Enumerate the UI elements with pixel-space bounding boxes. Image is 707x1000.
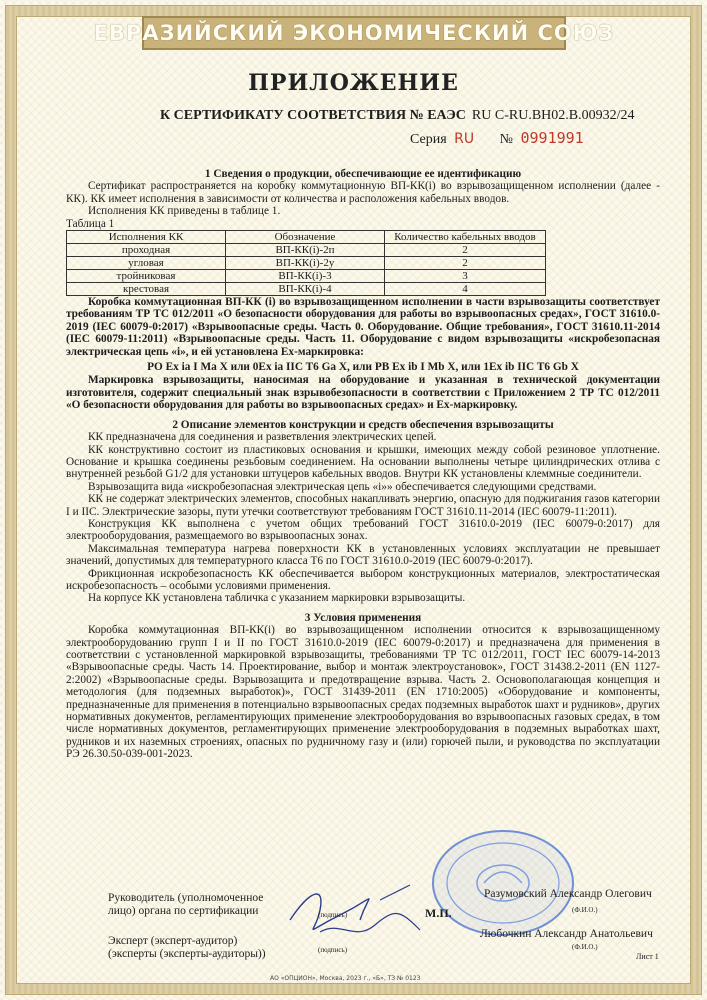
table-cell: ВП-КК(i)-4 (226, 283, 385, 296)
head-name: Разумовский Александр Олегович (484, 888, 652, 900)
series-value: RU (454, 131, 475, 147)
variants-table (66, 230, 546, 296)
table-header: Количество кабельных вводов (385, 231, 546, 244)
union-banner (93, 16, 615, 50)
table-row (67, 244, 546, 257)
section2-heading: 2 Описание элементов конструкции и средств обеспечения взрывозащиты (172, 418, 554, 431)
table-cell: 4 (385, 283, 546, 296)
certificate-line (160, 108, 635, 124)
signature-caption: (подпись) (318, 946, 348, 954)
table-cell: 2 (385, 244, 546, 257)
section1-paragraph: Исполнения КК приведены в таблице 1. (88, 205, 281, 218)
ex-marking: PO Ex ia I Ma X или 0Ex ia IIC T6 Ga X, или PB Ex ib I Mb X, или 1Ex ib IIC T6 Gb X (147, 361, 579, 374)
table-header-row (67, 231, 546, 244)
head-label-line: Руководитель (уполномоченное (108, 892, 264, 904)
marking-paragraph: Маркировка взрывозащиты, наносимая на оборудование и указанная в технической документации изготовителя, содержит специальный знак взрывобезопасности в соответствии с Приложением 2 ТР ТС 012/2011 «О безопасности оборудования для работы во взрывоопасных средах» и Ex-маркировку. (66, 374, 660, 412)
series-line (410, 129, 584, 148)
form-number: 0991991 (520, 129, 584, 147)
table-header: Обозначение (226, 231, 385, 244)
table-cell: ВП-КК(i)-2п (226, 244, 385, 257)
section3-paragraph: Коробка коммутационная ВП-КК(i) во взрывозащищенном исполнении относится к взрывозащищенному электрооборудованию групп I и II по ГОСТ 31610.0-2019 (IEC 60079-0:2017) и предназначена для применения в соответствии с установленной маркировкой взрывозащиты, требованиями ТР ТС 012/2011, ГОСТ IEC 60079-14-2013 «Взрывоопасные среды. Часть 14. Проектирование, выбор и монтаж электроустановок», ГОСТ 31438.2-2011 (EN 1127-2:2002) «Взрывоопасные среды. Взрывозащита и предотвращение взрыва. Часть 2. Основополагающая концепция и методология (для подземных выработок)», ГОСТ 31439-2011 (EN 1710:2005) «Оборудование и компоненты, предназначенные для применения в потенциально взрывоопасных средах подземных выработок шахт и рудников», других нормативных документов, регламентирующих применение электрооборудования во взрывоопасных газовых средах, в том числе нормативных документов, регламентирующих применение электрооборудования в подземных выработках шахт, рудников и их наземных строениях, опасных по рудничному газу и (или) горючей пыли, и руководства по эксплуатации РЭ 26.30.50-039-001-2023. (66, 624, 660, 761)
handwritten-signatures (280, 880, 430, 940)
section2-paragraph: На корпусе КК установлена табличка с указанием маркировки взрывозащиты. (88, 592, 466, 605)
table-cell: тройниковая (67, 270, 226, 283)
table-header: Исполнения КК (67, 231, 226, 244)
expert-label-line: Эксперт (эксперт-аудитор) (108, 935, 238, 947)
expert-name: Любочкин Александр Анатольевич (480, 928, 653, 940)
section2-paragraph: КК конструктивно состоит из пластиковых основания и крышки, имеющих между собой резиновое уплотнение. Основание и крышка соединены резьбовым соединением. На основании выполнены четыре цилиндрических отлива с внутренней резьбой G1/2 для установки штуцеров кабельных вводов. Внутри КК установлены клеммные соединители. (66, 443, 660, 481)
expert-label-line: (эксперты (эксперты-аудиторы)) (108, 948, 266, 960)
section2-paragraph: КК не содержат электрических элементов, способных накапливать энергию, опасную для поджигания газов категории I и IIC. Электрические зазоры, пути утечки соответствуют требованиям ГОСТ 31610.11-2014 (IEC 60079-11:2011). (66, 493, 660, 518)
certificate-label: К СЕРТИФИКАТУ СООТВЕТСТВИЯ № ЕАЭС (160, 108, 466, 123)
table-row (67, 270, 546, 283)
table-caption: Таблица 1 (66, 217, 115, 230)
document-body (66, 168, 660, 761)
round-seal-stamp (418, 823, 588, 943)
table-row (67, 283, 546, 296)
sheet-number: Лист 1 (636, 952, 659, 961)
fio-caption: (Ф.И.О.) (572, 906, 598, 914)
table-cell: ВП-КК(i)-2у (226, 257, 385, 270)
section2-paragraph: КК предназначена для соединения и разветвления электрических цепей. (88, 431, 437, 444)
table-cell: ВП-КК(i)-3 (226, 270, 385, 283)
head-label-line: лицо) органа по сертификации (108, 905, 259, 917)
section2-paragraph: Конструкция КК выполнена с учетом общих требований ГОСТ 31610.0-2019 (IEC 60079-0:2017) для электрооборудования, размещаемого во взрывоопасных зонах. (66, 517, 660, 543)
table-cell: 2 (385, 257, 546, 270)
table-row (67, 257, 546, 270)
section1-heading: 1 Сведения о продукции, обеспечивающие ее идентификацию (204, 168, 522, 180)
table-cell: угловая (67, 257, 226, 270)
signature-caption: (подпись) (318, 911, 348, 919)
section2-paragraph: Фрикционная искробезопасность КК обеспечивается выбором конструкционных материалов, электростатическая искробезопасность – особыми условиями применения. (66, 567, 660, 592)
fio-caption: (Ф.И.О.) (572, 943, 598, 951)
certificate-number: RU C-RU.ВН02.В.00932/24 (471, 108, 635, 123)
section3-heading: 3 Условия применения (304, 611, 422, 624)
table-cell: 3 (385, 270, 546, 283)
printer-imprint: АО «ОПЦИОН», Москва, 2023 г., «Б», ТЗ № 0123 (270, 975, 421, 982)
compliance-paragraph: Коробка коммутационная ВП-КК (i) во взрывозащищенном исполнении в части взрывозащиты соответствует требованиям ТР ТС 012/2011 «О безопасности оборудования для работы во взрывоопасных средах», ГОСТ 31610.0-2019 (IEC 60079-0:2017) «Взрывоопасные среды. Часть 0. Оборудование. Общие требования», ГОСТ 31610.11-2014 (IEC 60079-11:2011) «Взрывоопасные среды. Часть 11. Оборудование с видом взрывозащиты «искробезопасная электрическая цепь «i», и ей установлена Ex-маркировка: (66, 296, 660, 358)
section2-paragraph: Максимальная температура нагрева поверхности КК в установленных условиях эксплуатации не превышает значений, допустимых для температурного класса Т6 по ГОСТ 31610.0-2019 (IEC 60079-0:2017). (66, 542, 660, 568)
section2-paragraph: Взрывозащита вида «искробезопасная электрическая цепь «i»» обеспечивается следующими средствами. (88, 480, 597, 493)
table-cell: проходная (67, 244, 226, 257)
section1-paragraph: Сертификат распространяется на коробку коммутационную ВП-КК(i) во взрывозащищенном исполнении (далее - КК). КК имеет исполнения в зависимости от количества и расположения кабельных вводов. (66, 180, 660, 205)
table-cell: крестовая (67, 283, 226, 296)
series-label: Серия (410, 132, 447, 147)
banner-text: ЕВРАЗИЙСКИЙ ЭКОНОМИЧЕСКИЙ СОЮЗ (93, 21, 615, 45)
expert-signature-label (108, 935, 266, 961)
document-title: ПРИЛОЖЕНИЕ (248, 70, 459, 96)
number-label: № (499, 132, 513, 147)
seal-place-label: М.П. (425, 906, 452, 920)
head-signature-label (108, 892, 263, 918)
